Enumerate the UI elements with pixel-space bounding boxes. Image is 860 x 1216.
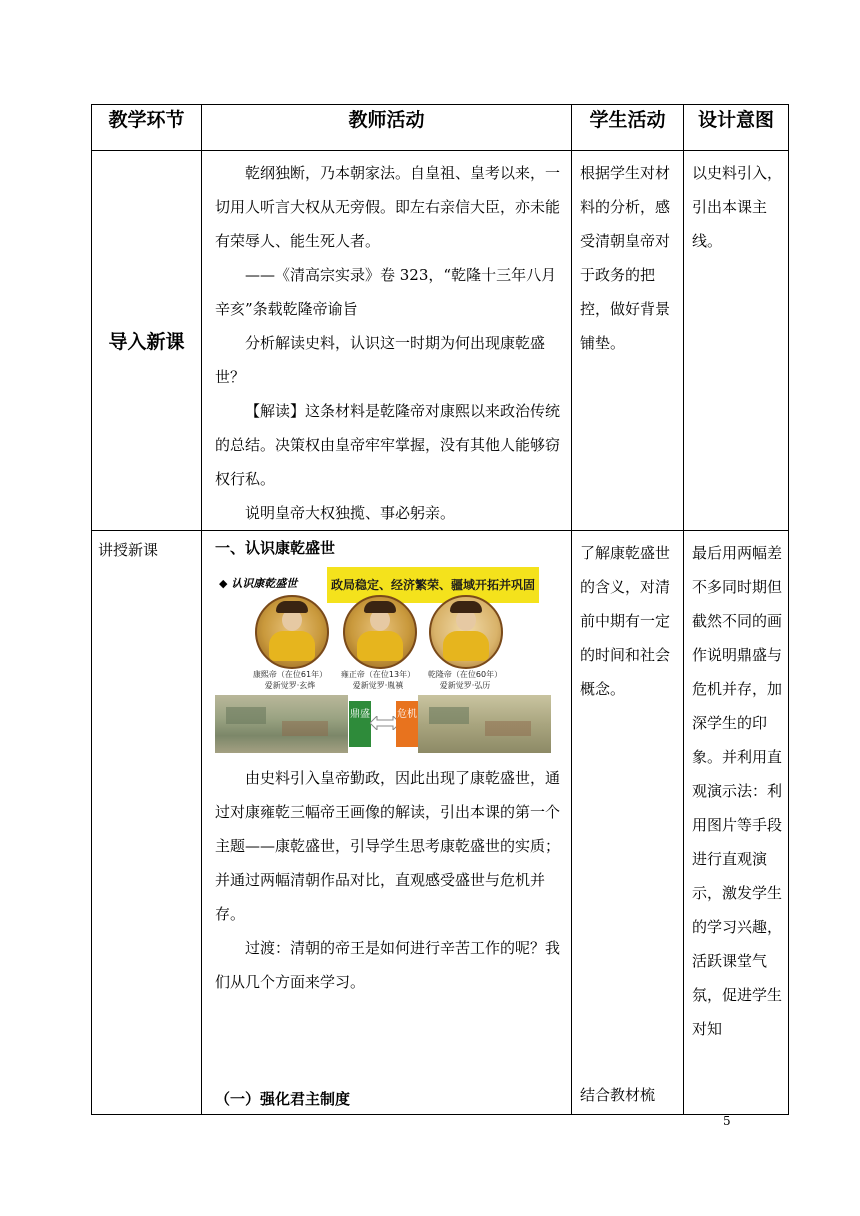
intro-row: [92, 151, 789, 531]
qianlong-caption-line1: 乾隆帝（在位60年）: [427, 670, 503, 679]
yongzheng-caption-line1: 雍正帝（在位13年）: [340, 670, 416, 679]
kangxi-caption: [240, 669, 340, 691]
intro-section-cell: [92, 151, 202, 531]
header-section: 教学环节: [92, 105, 202, 151]
qianlong-caption-line2: 爱新觉罗·弘历: [439, 681, 491, 690]
header-teacher: 教师活动: [202, 105, 572, 151]
header-student: 学生活动: [572, 105, 684, 151]
intro-section-label: 导入新课: [108, 331, 185, 353]
kangxi-portrait: [255, 595, 329, 669]
intro-conclusion: 说明皇帝大权独揽、事必躬亲。: [245, 504, 456, 522]
kangxi-caption-line2: 爱新觉罗·玄烨: [264, 681, 316, 690]
intro-intent-text: 以史料引入，引出本课主线。: [692, 164, 783, 250]
intro-quote: 乾纲独断，乃本朝家法。自皇祖、皇考以来，一切用人听言大权从无旁假。即左右亲信大臣，亦未能有荣辱人、能生死人者。: [215, 164, 561, 250]
teaching-intent-text: 最后用两幅差不多同时期但截然不同的画作说明鼎盛与危机并存，加深学生的印象。并利用直观演示法：利用图片等手段进行直观演示，激发学生的学习兴趣，活跃课堂气氛，促进学生对知: [692, 544, 783, 1038]
section-heading: 一、认识康乾盛世: [215, 539, 336, 557]
teaching-row: [92, 531, 789, 1115]
kangxi-caption-line1: 康熙帝（在位61年）: [252, 670, 328, 679]
intro-student-text: 根据学生对材料的分析，感受清朝皇帝对于政务的把控，做好背景铺垫。: [580, 164, 671, 352]
intro-intent-cell: [684, 151, 789, 531]
yongzheng-caption: [328, 669, 428, 691]
teaching-student-text-2: 结合教材梳: [580, 1086, 656, 1104]
yongzheng-caption-line2: 爱新觉罗·胤禛: [352, 681, 404, 690]
intro-interpretation: 【解读】这条材料是乾隆帝对康熙以来政治传统的总结。决策权由皇帝牢牢掌握，没有其他人能够窃权行私。: [215, 402, 561, 488]
teaching-teacher-cell: [202, 531, 572, 1115]
kangqian-figure: [215, 565, 551, 757]
qianlong-portrait: [429, 595, 503, 669]
qianlong-caption: [415, 669, 515, 691]
teaching-intent-cell: [684, 531, 789, 1115]
prosperity-painting: [215, 695, 348, 753]
lesson-plan-table: [91, 104, 789, 1115]
prosperity-tag: 鼎盛: [349, 701, 371, 747]
page-number: 5: [723, 1114, 731, 1128]
intro-source: ——《清高宗实录》卷 323，“乾隆十三年八月辛亥”条载乾隆帝谕旨: [215, 266, 557, 318]
header-intent: 设计意图: [684, 105, 789, 151]
teaching-transition: 过渡：清朝的帝王是如何进行辛苦工作的呢？我们从几个方面来学习。: [215, 939, 561, 991]
header-row: [92, 105, 789, 151]
figure-title: ◆ 认识康乾盛世: [219, 577, 298, 590]
teaching-paragraph-1: 由史料引入皇帝勤政，因此出现了康乾盛世，通过对康雍乾三幅帝王画像的解读，引出本课的第一个主题——康乾盛世，引导学生思考康乾盛世的实质；并通过两幅清朝作品对比，直观感受盛世与危机并存。: [215, 769, 561, 923]
yongzheng-portrait: [343, 595, 417, 669]
teaching-section-label: 讲授新课: [98, 541, 159, 559]
figure-header: [215, 565, 551, 592]
subsection-heading: （一）强化君主制度: [215, 1090, 351, 1108]
intro-question: 分析解读史料，认识这一时期为何出现康乾盛世？: [215, 334, 546, 386]
teaching-student-cell: [572, 531, 684, 1115]
intro-student-cell: [572, 151, 684, 531]
figure-banner: 政局稳定、经济繁荣、疆域开拓并巩固: [327, 567, 539, 603]
teaching-section-cell: [92, 531, 202, 1115]
teaching-student-text: 了解康乾盛世的含义，对清前中期有一定的时间和社会概念。: [580, 544, 671, 698]
crisis-painting: [418, 695, 551, 753]
crisis-tag: 危机: [396, 701, 418, 747]
intro-teacher-cell: [202, 151, 572, 531]
